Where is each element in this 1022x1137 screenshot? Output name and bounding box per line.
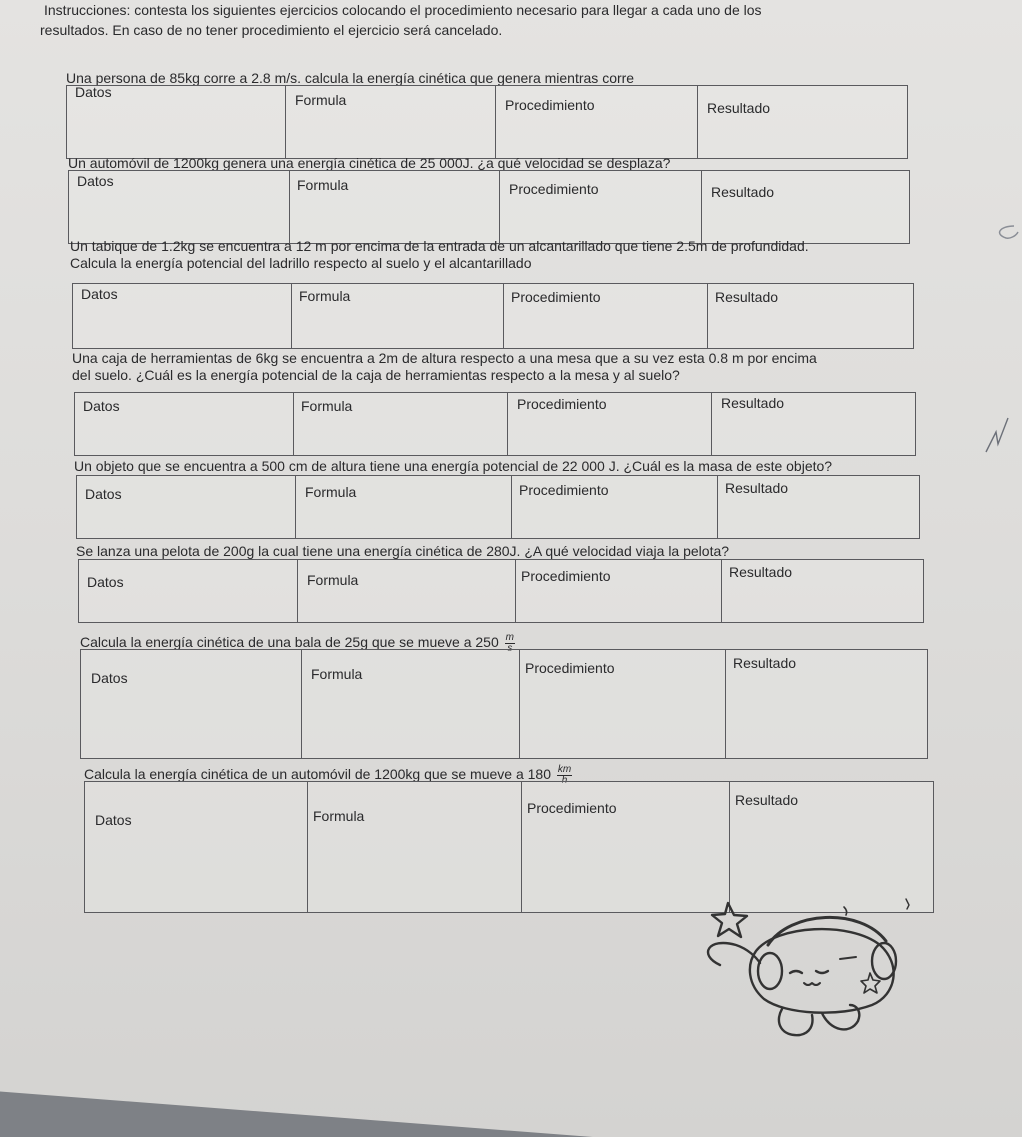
header-datos: Datos bbox=[91, 670, 128, 686]
question-6-text: Se lanza una pelota de 200g la cual tiene una energía cinética de 280J. ¿A qué velocidad viaja la pelota? bbox=[76, 543, 730, 559]
answer-table-6 bbox=[78, 559, 924, 623]
star-icon bbox=[712, 903, 747, 937]
column-divider bbox=[295, 476, 296, 538]
column-divider bbox=[717, 476, 718, 538]
answer-table-1 bbox=[66, 85, 908, 159]
header-datos: Datos bbox=[77, 173, 114, 189]
header-datos: Datos bbox=[75, 84, 112, 100]
question-3-text-line-2: Calcula la energía potencial del ladrillo respecto al suelo y el alcantarillado bbox=[70, 255, 532, 271]
column-divider bbox=[503, 284, 504, 348]
header-resultado: Resultado bbox=[733, 655, 797, 671]
column-divider bbox=[511, 476, 512, 538]
answer-table-3 bbox=[72, 283, 914, 349]
header-resultado: Resultado bbox=[721, 395, 785, 411]
question-8-text: Calcula la energía cinética de un automóvil de 1200kg que se mueve a 180 bbox=[84, 766, 551, 783]
header-procedimiento: Procedimiento bbox=[509, 181, 599, 197]
column-divider bbox=[697, 86, 698, 158]
answer-table-7 bbox=[80, 649, 928, 759]
question-3-text-line-1: Un tabique de 1.2kg se encuentra a 12 m por encima de la entrada de un alcantarillado que tiene 2.5m de profundidad. bbox=[70, 238, 809, 254]
column-divider bbox=[519, 650, 520, 758]
header-resultado: Resultado bbox=[729, 564, 793, 580]
column-divider bbox=[515, 560, 516, 622]
header-formula: Formula bbox=[301, 398, 353, 414]
column-divider bbox=[507, 393, 508, 455]
unit-numerator: m bbox=[505, 632, 514, 643]
header-formula: Formula bbox=[307, 572, 359, 588]
header-formula: Formula bbox=[295, 92, 347, 108]
header-resultado: Resultado bbox=[735, 792, 799, 808]
pen-mark bbox=[982, 412, 1016, 456]
question-5 bbox=[74, 458, 832, 475]
header-formula: Formula bbox=[305, 484, 357, 500]
column-divider bbox=[701, 171, 702, 243]
header-resultado: Resultado bbox=[715, 289, 779, 305]
header-formula: Formula bbox=[299, 288, 351, 304]
header-procedimiento: Procedimiento bbox=[521, 568, 611, 584]
column-divider bbox=[307, 782, 308, 912]
unit-denominator: s bbox=[507, 643, 513, 654]
question-4-text-line-2: del suelo. ¿Cuál es la energía potencial de la caja de herramientas respecto a la mesa y al suelo? bbox=[72, 367, 680, 383]
header-procedimiento: Procedimiento bbox=[517, 396, 607, 412]
column-divider bbox=[521, 782, 522, 912]
column-divider bbox=[297, 560, 298, 622]
character-doodle bbox=[690, 885, 940, 1045]
question-7-text: Calcula la energía cinética de una bala de 25g que se mueve a 250 bbox=[80, 634, 499, 651]
instructions-line-2: resultados. En caso de no tener procedimiento el ejercicio será cancelado. bbox=[40, 22, 503, 38]
column-divider bbox=[725, 650, 726, 758]
column-divider bbox=[721, 560, 722, 622]
column-divider bbox=[301, 650, 302, 758]
column-divider bbox=[495, 86, 496, 158]
header-datos: Datos bbox=[87, 574, 124, 590]
header-resultado: Resultado bbox=[725, 480, 789, 496]
column-divider bbox=[499, 171, 500, 243]
instructions-line-1: Instrucciones: contesta los siguientes ejercicios colocando el procedimiento necesario para llegar a cada uno de los bbox=[44, 2, 762, 18]
answer-table-4 bbox=[74, 392, 916, 456]
header-procedimiento: Procedimiento bbox=[511, 289, 601, 305]
unit-denominator: h bbox=[561, 775, 568, 786]
answer-table-5 bbox=[76, 475, 920, 539]
pen-mark bbox=[980, 220, 1020, 250]
header-datos: Datos bbox=[85, 486, 122, 502]
question-5-text: Un objeto que se encuentra a 500 cm de altura tiene una energía potencial de 22 000 J. ¿Cuál es la masa de este objeto? bbox=[74, 458, 833, 474]
instructions bbox=[40, 0, 944, 40]
question-1-text: Una persona de 85kg corre a 2.8 m/s. calcula la energía cinética que genera mientras corre bbox=[66, 70, 635, 86]
column-divider bbox=[707, 284, 708, 348]
header-datos: Datos bbox=[83, 398, 120, 414]
column-divider bbox=[291, 284, 292, 348]
column-divider bbox=[293, 393, 294, 455]
header-resultado: Resultado bbox=[707, 100, 771, 116]
header-formula: Formula bbox=[297, 177, 349, 193]
header-formula: Formula bbox=[313, 808, 365, 824]
header-formula: Formula bbox=[311, 666, 363, 682]
question-4-text-line-1: Una caja de herramientas de 6kg se encuentra a 2m de altura respecto a una mesa que a su vez esta 0.8 m por encima bbox=[72, 350, 817, 366]
column-divider bbox=[711, 393, 712, 455]
question-3 bbox=[70, 238, 809, 272]
header-datos: Datos bbox=[81, 286, 118, 302]
question-4 bbox=[72, 350, 817, 384]
column-divider bbox=[289, 171, 290, 243]
header-resultado: Resultado bbox=[711, 184, 775, 200]
header-procedimiento: Procedimiento bbox=[505, 97, 595, 113]
header-procedimiento: Procedimiento bbox=[519, 482, 609, 498]
question-6 bbox=[76, 543, 729, 560]
question-2-text: Un automóvil de 1200kg genera una energía cinética de 25 000J. ¿a qué velocidad se desplaza? bbox=[68, 155, 671, 171]
header-procedimiento: Procedimiento bbox=[527, 800, 617, 816]
column-divider bbox=[285, 86, 286, 158]
header-procedimiento: Procedimiento bbox=[525, 660, 615, 676]
unit-numerator: km bbox=[557, 764, 572, 775]
answer-table-2 bbox=[68, 170, 910, 244]
header-datos: Datos bbox=[95, 812, 132, 828]
